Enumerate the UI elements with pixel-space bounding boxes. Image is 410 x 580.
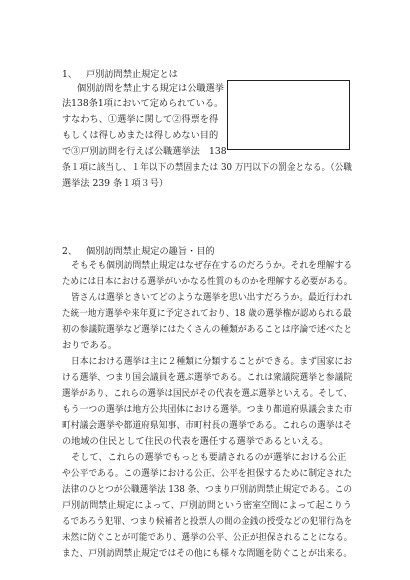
section-1-line: 選挙法 239 条１項３号） bbox=[62, 178, 169, 189]
section-2-heading bbox=[62, 246, 215, 258]
section-2-line: 皆さんは選挙ときいてどのような選挙を思い出すだろうか。最近行われ bbox=[71, 292, 353, 303]
section-2-line: また、戸別訪問禁止規定ではその他にも様々な問題を防ぐことが出来る。 bbox=[62, 548, 353, 559]
section-2-line: ける選挙、つまり国会議員を選ぶ選挙である。これは衆議院選挙と参議院 bbox=[62, 372, 353, 383]
section-1-number: 1、 bbox=[62, 69, 78, 80]
section-2-line: そして、これらの選挙でもっとも要請されるのが選挙における公正 bbox=[71, 452, 347, 463]
section-1-line: 法138条1項において定められている。 bbox=[62, 98, 224, 109]
section-1-line: 個別訪問を禁止する規定は公職選挙 bbox=[77, 83, 224, 94]
section-2-line: 法律のひとつが公職選挙法 138 条、つまり戸別訪問禁止規定である。この bbox=[62, 484, 353, 495]
section-2-title: 個別訪問禁止規定の趣旨・目的 bbox=[86, 246, 215, 257]
section-2-line: や公平である。この選挙における公正、公平を担保するために制定された bbox=[62, 468, 353, 479]
section-1-line: すなわち、①選挙に関して②得票を得 bbox=[62, 114, 219, 125]
section-2-number: 2、 bbox=[62, 246, 78, 257]
section-2-line: 町村議会選挙や都道府県知事、市町村長の選挙である。これらの選挙はそ bbox=[62, 420, 353, 431]
section-2-line: 日本における選挙は主に２種類に分類することができる。まず国家にお bbox=[71, 356, 353, 367]
section-2-line: もう一つの選挙は地方公共団体における選挙。つまり都道府県議会また市 bbox=[62, 404, 353, 415]
section-2-line: 初の参議院選挙など選挙にはたくさんの種類があることは序論で述べたと bbox=[62, 324, 353, 335]
section-2-line: そもそも個別訪問禁止規定はなぜ存在するのだろうか。それを理解する bbox=[71, 260, 353, 271]
section-2-line: の地域の住民として住民の代表を選任する選挙であるといえる。 bbox=[62, 436, 329, 447]
section-2-line: た統一地方選挙や来年夏に予定されており、18 歳の選挙権が認められる最 bbox=[62, 308, 352, 319]
section-1-line: もしくは得しめまたは得しめない目的 bbox=[62, 130, 219, 141]
section-2-line: るであろう犯罪、つまり候補者と投票人の間の金銭の授受などの犯罪行為を bbox=[62, 516, 353, 527]
section-1-line: 条１項に該当し、１年以下の禁固または 30 万円以下の罰金となる。（公職 bbox=[62, 162, 352, 173]
empty-figure-box bbox=[227, 80, 350, 150]
section-1-line: で③戸別訪問を行えば公職選挙法 138 bbox=[62, 146, 227, 157]
section-2-line: おりである。 bbox=[62, 340, 118, 351]
section-2-line: 戸別訪問禁止規定によって、戸別訪問という密室空間によって起こりう bbox=[62, 500, 352, 511]
section-2-line: ためには日本における選挙がいかなる性質のものかを理解する必要がある。 bbox=[62, 276, 353, 287]
section-2-line: 未然に防ぐことが可能であり、選挙の公平、公正が担保されることになる。 bbox=[62, 532, 353, 543]
section-1-title: 戸別訪問禁止規定とは bbox=[86, 69, 178, 80]
section-1-heading bbox=[62, 69, 178, 81]
section-2-line: 選挙があり、これらの選挙は国民がその代表を選ぶ選挙といえる。そして、 bbox=[62, 388, 353, 399]
